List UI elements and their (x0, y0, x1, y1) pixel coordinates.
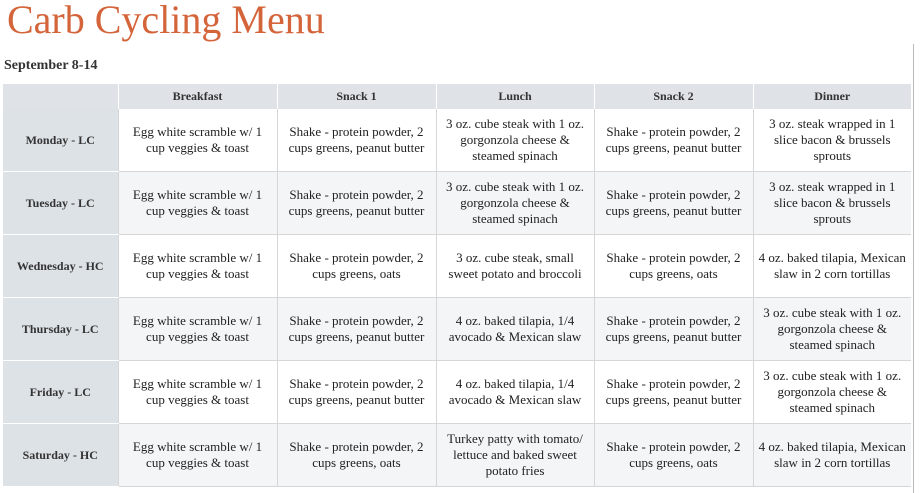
dinner-cell: 4 oz. baked tilapia, Mexican slaw in 2 corn tortillas (753, 235, 911, 298)
table-row (3, 361, 911, 424)
column-header-snack-2: Snack 2 (594, 84, 753, 109)
day-label: Tuesday - LC (3, 172, 118, 235)
snack-1-cell: Shake - protein powder, 2 cups greens, peanut butter (277, 361, 436, 424)
day-label: Saturday - HC (3, 424, 118, 487)
breakfast-cell: Egg white scramble w/ 1 cup veggies & toast (118, 109, 277, 172)
table-row (3, 235, 911, 298)
meal-plan-table (3, 84, 911, 487)
column-header-lunch: Lunch (436, 84, 594, 109)
lunch-cell: 3 oz. cube steak with 1 oz. gorgonzola cheese & steamed spinach (436, 172, 594, 235)
snack-1-cell: Shake - protein powder, 2 cups greens, peanut butter (277, 109, 436, 172)
table-row (3, 109, 911, 172)
column-header-breakfast: Breakfast (118, 84, 277, 109)
dinner-cell: 3 oz. cube steak with 1 oz. gorgonzola cheese & steamed spinach (753, 361, 911, 424)
table-row (3, 172, 911, 235)
breakfast-cell: Egg white scramble w/ 1 cup veggies & toast (118, 424, 277, 487)
snack-2-cell: Shake - protein powder, 2 cups greens, peanut butter (594, 361, 753, 424)
day-label: Thursday - LC (3, 298, 118, 361)
date-range-label: September 8-14 (4, 58, 98, 73)
dinner-cell: 3 oz. steak wrapped in 1 slice bacon & brussels sprouts (753, 172, 911, 235)
snack-2-cell: Shake - protein powder, 2 cups greens, peanut butter (594, 109, 753, 172)
snack-2-cell: Shake - protein powder, 2 cups greens, peanut butter (594, 172, 753, 235)
snack-1-cell: Shake - protein powder, 2 cups greens, oats (277, 424, 436, 487)
lunch-cell: 3 oz. cube steak with 1 oz. gorgonzola cheese & steamed spinach (436, 109, 594, 172)
day-label: Friday - LC (3, 361, 118, 424)
breakfast-cell: Egg white scramble w/ 1 cup veggies & toast (118, 361, 277, 424)
lunch-cell: 3 oz. cube steak, small sweet potato and broccoli (436, 235, 594, 298)
dinner-cell: 3 oz. steak wrapped in 1 slice bacon & brussels sprouts (753, 109, 911, 172)
breakfast-cell: Egg white scramble w/ 1 cup veggies & toast (118, 235, 277, 298)
snack-2-cell: Shake - protein powder, 2 cups greens, peanut butter (594, 298, 753, 361)
lunch-cell: 4 oz. baked tilapia, 1/4 avocado & Mexican slaw (436, 298, 594, 361)
lunch-cell: 4 oz. baked tilapia, 1/4 avocado & Mexican slaw (436, 361, 594, 424)
table-header-row (3, 84, 911, 109)
lunch-cell: Turkey patty with tomato/ lettuce and baked sweet potato fries (436, 424, 594, 487)
breakfast-cell: Egg white scramble w/ 1 cup veggies & toast (118, 172, 277, 235)
dinner-cell: 4 oz. baked tilapia, Mexican slaw in 2 corn tortillas (753, 424, 911, 487)
snack-1-cell: Shake - protein powder, 2 cups greens, peanut butter (277, 298, 436, 361)
table-row (3, 424, 911, 487)
snack-1-cell: Shake - protein powder, 2 cups greens, oats (277, 235, 436, 298)
column-header-snack-1: Snack 1 (277, 84, 436, 109)
day-label: Monday - LC (3, 109, 118, 172)
column-header-dinner: Dinner (753, 84, 911, 109)
page-title: Carb Cycling Menu (7, 0, 325, 42)
page-edge-divider (913, 44, 914, 493)
snack-2-cell: Shake - protein powder, 2 cups greens, oats (594, 235, 753, 298)
breakfast-cell: Egg white scramble w/ 1 cup veggies & toast (118, 298, 277, 361)
header-corner-cell (3, 84, 118, 109)
day-label: Wednesday - HC (3, 235, 118, 298)
table-row (3, 298, 911, 361)
dinner-cell: 3 oz. cube steak with 1 oz. gorgonzola cheese & steamed spinach (753, 298, 911, 361)
snack-2-cell: Shake - protein powder, 2 cups greens, oats (594, 424, 753, 487)
snack-1-cell: Shake - protein powder, 2 cups greens, peanut butter (277, 172, 436, 235)
